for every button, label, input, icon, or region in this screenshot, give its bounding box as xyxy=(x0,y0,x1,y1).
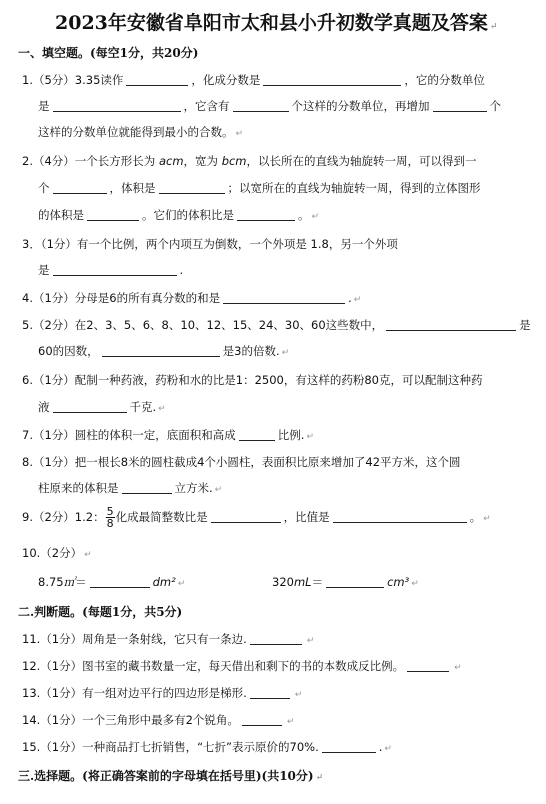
q10-text-a: 10.（2分） xyxy=(22,546,83,560)
q4-line xyxy=(22,290,361,306)
q1-line1 xyxy=(22,72,485,88)
q8-blank[interactable] xyxy=(122,481,172,494)
q2-blank-ratio[interactable] xyxy=(237,208,295,221)
q6-text-b: 液 xyxy=(38,400,50,414)
q8-text-c: 立方米. xyxy=(174,481,213,495)
q9-fraction xyxy=(106,506,115,529)
q2-blank-volume1[interactable] xyxy=(159,181,225,194)
q5-line1 xyxy=(22,317,531,333)
q7-blank[interactable] xyxy=(239,428,275,441)
q14-text: 14.（1分）一个三角形中最多有2个锐角。 xyxy=(22,713,239,727)
paragraph-mark: ↵ xyxy=(84,550,92,560)
q10-equals2: ＝ xyxy=(311,575,324,589)
title-text: 2023年安徽省阜阳市太和县小升初数学真题及答案 xyxy=(55,12,488,34)
section-choice-text: 三.选择题。(将正确答案前的字母填在括号里)(共10分) xyxy=(18,769,314,783)
q7-text-a: 7.（1分）圆柱的体积一定，底面积和高成 xyxy=(22,428,236,442)
q5-blank-multiples[interactable] xyxy=(102,344,220,357)
paragraph-mark: ↵ xyxy=(177,579,186,589)
q10-unit-dm2: dm² xyxy=(152,575,176,589)
q1-line2 xyxy=(38,98,501,114)
section-choice xyxy=(18,767,323,784)
q9-blank-value[interactable] xyxy=(333,510,467,523)
q9-text-b: 化成最简整数比是 xyxy=(115,510,208,524)
q10-blank-cm3[interactable] xyxy=(326,575,384,588)
q9-numerator: 5 xyxy=(106,505,114,518)
q2-var-width: bcm xyxy=(221,154,247,168)
q12-blank[interactable] xyxy=(407,659,449,672)
paragraph-mark: ↵ xyxy=(353,295,362,305)
q15-text-end: . xyxy=(378,740,383,754)
q3-text-c: . xyxy=(179,263,184,277)
q9-text-c: ，比值是 xyxy=(283,510,330,524)
q2-line2 xyxy=(38,180,481,196)
q4-text-b: . xyxy=(348,291,352,305)
q3-text-b: 是 xyxy=(38,263,50,277)
q2-text-f: ；以宽所在的直线为轴旋转一周，得到的立体图形 xyxy=(227,181,481,195)
q11-text: 11.（1分）周角是一条射线，它只有一条边. xyxy=(22,632,247,646)
q5-text-b: 是 xyxy=(519,318,531,332)
q3-text-a: 3．（1分）有一个比例，两个内项互为倒数，一个外项是 1.8，另一个外项 xyxy=(22,237,398,251)
q1-text-a: 1.（5分）3.35读作 xyxy=(22,73,124,87)
q9-denominator: 8 xyxy=(106,517,114,530)
paragraph-mark: ↵ xyxy=(235,129,244,139)
q1-line3 xyxy=(38,124,243,140)
paragraph-mark: ↵ xyxy=(311,212,320,222)
q1-blank-fraction[interactable] xyxy=(263,73,401,86)
q8-text-b: 柱原来的体积是 xyxy=(38,481,119,495)
q2-line1 xyxy=(22,153,477,169)
q2-text-c: ，以长所在的直线为轴旋转一周，可以得到一 xyxy=(246,154,477,168)
q2-text-i: 。 xyxy=(298,208,310,222)
q2-text-e: ，体积是 xyxy=(109,181,156,195)
q4-text-a: 4.（1分）分母是6的所有真分数的和是 xyxy=(22,291,221,305)
q10-equals1: ＝ xyxy=(75,575,87,589)
q1-blank-add[interactable] xyxy=(433,99,487,112)
paragraph-mark: ↵ xyxy=(315,773,324,783)
q2-var-length: acm xyxy=(158,154,184,168)
q2-text-h: 。它们的体积比是 xyxy=(142,208,234,222)
page-title xyxy=(55,8,498,35)
q7-text-b: 比例. xyxy=(277,428,305,442)
q10-blank-dm2[interactable] xyxy=(90,575,150,588)
q12-text: 12.（1分）图书室的藏书数量一定，每天借出和剩下的书的本数成反比例。 xyxy=(22,659,405,673)
q5-text-c: 60的因数， xyxy=(38,344,99,358)
q3-blank[interactable] xyxy=(53,263,177,276)
q6-line1 xyxy=(22,372,483,388)
paragraph-mark: ↵ xyxy=(454,663,462,673)
q14-blank[interactable] xyxy=(242,713,282,726)
q10-value2: 320 xyxy=(272,575,294,589)
q2-text-g: 的体积是 xyxy=(38,208,84,222)
q1-text-h: 这样的分数单位就能得到最小的合数。 xyxy=(38,125,234,139)
q1-blank-count[interactable] xyxy=(233,99,289,112)
q2-text-d: 个 xyxy=(38,181,50,195)
paragraph-mark: ↵ xyxy=(286,717,295,727)
q6-blank[interactable] xyxy=(53,400,127,413)
q2-text-a: 2.（4分）一个长方形长为 xyxy=(22,154,156,168)
q11-blank[interactable] xyxy=(250,632,302,645)
q5-text-d: 是3的倍数. xyxy=(222,344,280,358)
q2-line3 xyxy=(38,207,319,223)
paragraph-mark: ↵ xyxy=(158,404,166,414)
q8-line2 xyxy=(38,480,222,496)
q1-text-e: ，它含有 xyxy=(183,99,230,113)
paragraph-mark: ↵ xyxy=(411,579,419,589)
q1-blank-read[interactable] xyxy=(126,73,188,86)
q10-unit-cm3: cm³ xyxy=(387,575,410,589)
q12-line xyxy=(22,658,462,674)
section-judge: 二.判断题。(每题1分，共5分) xyxy=(18,605,183,619)
paragraph-mark: ↵ xyxy=(483,514,491,524)
q10-line1 xyxy=(22,545,92,561)
paragraph-mark: ↵ xyxy=(489,22,498,32)
section-fill-blank: 一、填空题。(每空1分，共20分) xyxy=(18,46,199,60)
q3-line1 xyxy=(22,236,398,252)
q8-text-a: 8.（1分）把一根长8米的圆柱截成4个小圆柱，表面积比原来增加了42平方米，这个圆 xyxy=(22,455,461,469)
q10-unit-ml: mL xyxy=(293,575,312,589)
paragraph-mark: ↵ xyxy=(214,485,223,495)
q10-unit-m2: ㎡ xyxy=(63,575,76,589)
q13-text: 13.（1分）有一组对边平行的四边形是梯形. xyxy=(22,686,247,700)
q1-text-f: 个这样的分数单位，再增加 xyxy=(291,99,430,113)
q6-text-c: 千克. xyxy=(129,400,157,414)
q9-blank-ratio[interactable] xyxy=(211,510,281,523)
q5-blank-factors[interactable] xyxy=(386,318,516,331)
q7-line xyxy=(22,427,314,443)
paragraph-mark: ↵ xyxy=(306,636,315,646)
q9-text-a: 9.（2分）1.2： xyxy=(22,510,105,524)
q10-value1: 8.75 xyxy=(38,575,64,589)
q15-line xyxy=(22,739,392,755)
paragraph-mark: ↵ xyxy=(294,690,303,700)
q6-line2 xyxy=(38,399,166,415)
q15-blank[interactable] xyxy=(322,740,376,753)
q13-blank[interactable] xyxy=(250,686,290,699)
q1-text-g: 个 xyxy=(489,99,501,113)
q14-line xyxy=(22,712,294,728)
q2-text-b: ，宽为 xyxy=(183,154,219,168)
q9-text-d: 。 xyxy=(469,510,482,524)
q10-conv1 xyxy=(38,574,185,590)
q6-text-a: 6.（1分）配制一种药液，药粉和水的比是1：2500，有这样的药粉80克，可以配制这种药 xyxy=(22,373,483,387)
q11-line xyxy=(22,631,314,647)
q1-text-d: 是 xyxy=(38,99,50,113)
q10-conv2 xyxy=(272,574,419,590)
q3-line2 xyxy=(38,262,183,278)
q1-text-c: ，它的分数单位 xyxy=(404,73,485,87)
q8-line1 xyxy=(22,454,461,470)
q4-blank[interactable] xyxy=(223,291,345,304)
paragraph-mark: ↵ xyxy=(384,744,392,754)
q2-blank-volume2[interactable] xyxy=(87,208,139,221)
q13-line xyxy=(22,685,302,701)
paragraph-mark: ↵ xyxy=(281,348,290,358)
q1-text-b: ，化成分数是 xyxy=(191,73,261,87)
q15-text: 15.（1分）一种商品打七折销售，“七折”表示原价的70%. xyxy=(22,740,319,754)
q9-line xyxy=(22,506,491,529)
paragraph-mark: ↵ xyxy=(306,432,314,442)
q5-text-a: 5.（2分）在2、3、5、6、8、10、12、15、24、30、60这些数中， xyxy=(22,318,384,332)
q5-line2 xyxy=(38,343,289,359)
q1-blank-unit[interactable] xyxy=(53,99,181,112)
q2-blank-solid[interactable] xyxy=(53,181,107,194)
